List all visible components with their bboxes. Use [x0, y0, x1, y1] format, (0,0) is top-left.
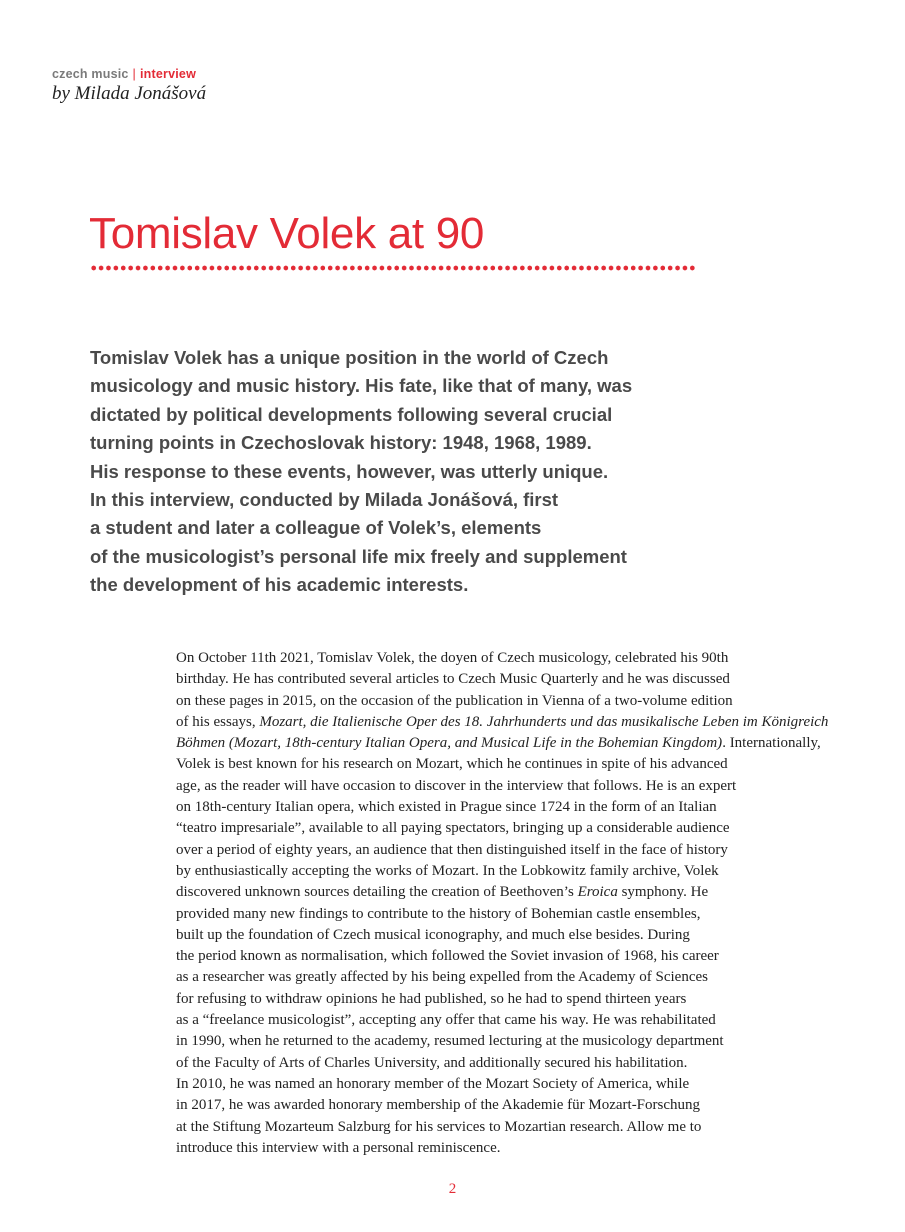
section-kicker — [52, 67, 206, 81]
body-text-segment: . Internationally, — [722, 735, 821, 752]
body-text-segment: symphony. He — [617, 884, 709, 901]
body-line: On October 11th 2021, Tomislav Volek, the doyen of Czech musicology, celebrated his 90th — [176, 650, 729, 666]
book-title-continued: Böhmen (Mozart, 18th-century Italian Opera, and Musical Life in the Bohemian Kingdom) — [176, 735, 723, 752]
body-text — [176, 648, 856, 1159]
body-line — [176, 882, 856, 903]
body-line: “teatro impresariale”, available to all paying spectators, bringing up a considerable audience — [176, 820, 730, 837]
section-label: czech music — [52, 67, 129, 81]
body-line: by enthusiastically accepting the works of Mozart. In the Lobkowitz family archive, Volek — [176, 862, 719, 879]
body-line: Volek is best known for his research on Mozart, which he continues in spite of his advanced — [176, 756, 728, 773]
body-line: on these pages in 2015, on the occasion of the publication in Vienna of a two-volume edition — [176, 692, 733, 709]
body-line: birthday. He has contributed several articles to Czech Music Quarterly and he was discussed — [176, 671, 730, 688]
body-line: introduce this interview with a personal reminiscence. — [176, 1139, 501, 1156]
body-line — [176, 733, 856, 754]
body-line: as a researcher was greatly affected by his being expelled from the Academy of Sciences — [176, 969, 708, 986]
kicker-separator: | — [132, 67, 136, 81]
article-type-label: interview — [140, 67, 196, 81]
body-line: in 1990, when he returned to the academy, resumed lecturing at the musicology department — [176, 1033, 724, 1050]
body-line: built up the foundation of Czech musical iconography, and much else besides. During — [176, 926, 690, 943]
article-title: Tomislav Volek at 90 — [89, 209, 485, 258]
body-line: at the Stiftung Mozarteum Salzburg for his services to Mozartian research. Allow me to — [176, 1118, 702, 1135]
body-line: age, as the reader will have occasion to discover in the interview that follows. He is an expert — [176, 777, 737, 794]
body-line: for refusing to withdraw opinions he had published, so he had to spend thirteen years — [176, 990, 687, 1007]
body-text-segment: of his essays, — [176, 713, 260, 730]
page-header — [52, 67, 206, 105]
body-line: provided many new findings to contribute to the history of Bohemian castle ensembles, — [176, 905, 701, 922]
body-line: over a period of eighty years, an audience that then distinguished itself in the face of history — [176, 841, 728, 858]
work-title: Eroica — [577, 884, 618, 901]
body-line: the period known as normalisation, which followed the Soviet invasion of 1968, his career — [176, 948, 719, 965]
lead-paragraph: Tomislav Volek has a unique position in the world of Czech musicology and music history. His fate, like that of many, was dictated by political developments following several crucial turning points in Czechoslovak history: 1948, 1968, 1989. His response to these events, however, was utterly unique. In this interview, conducted by Milada Jonášová, first a student and later a colleague of Volek’s, elements of the musicologist’s personal life mix freely and supplement the development of his academic interests. — [90, 347, 633, 596]
page-number: 2 — [448, 1181, 457, 1197]
body-line: In 2010, he was named an honorary member of the Mozart Society of America, while — [176, 1075, 690, 1092]
dotted-title-underline — [90, 264, 696, 272]
body-line: on 18th-century Italian opera, which existed in Prague since 1724 in the form of an Italian — [176, 799, 717, 816]
book-title: Mozart, die Italienische Oper des 18. Jahrhunderts und das musikalische Leben im Königreich — [259, 713, 829, 730]
body-line: of the Faculty of Arts of Charles University, and additionally secured his habilitation. — [176, 1054, 688, 1071]
body-line — [176, 712, 856, 733]
body-line: in 2017, he was awarded honorary membership of the Akademie für Mozart-Forschung — [176, 1097, 701, 1114]
body-line: as a “freelance musicologist”, accepting any offer that came his way. He was rehabilitated — [176, 1012, 716, 1029]
author-byline: by Milada Jonášová — [52, 83, 207, 104]
body-text-segment: discovered unknown sources detailing the creation of Beethoven’s — [176, 884, 578, 901]
